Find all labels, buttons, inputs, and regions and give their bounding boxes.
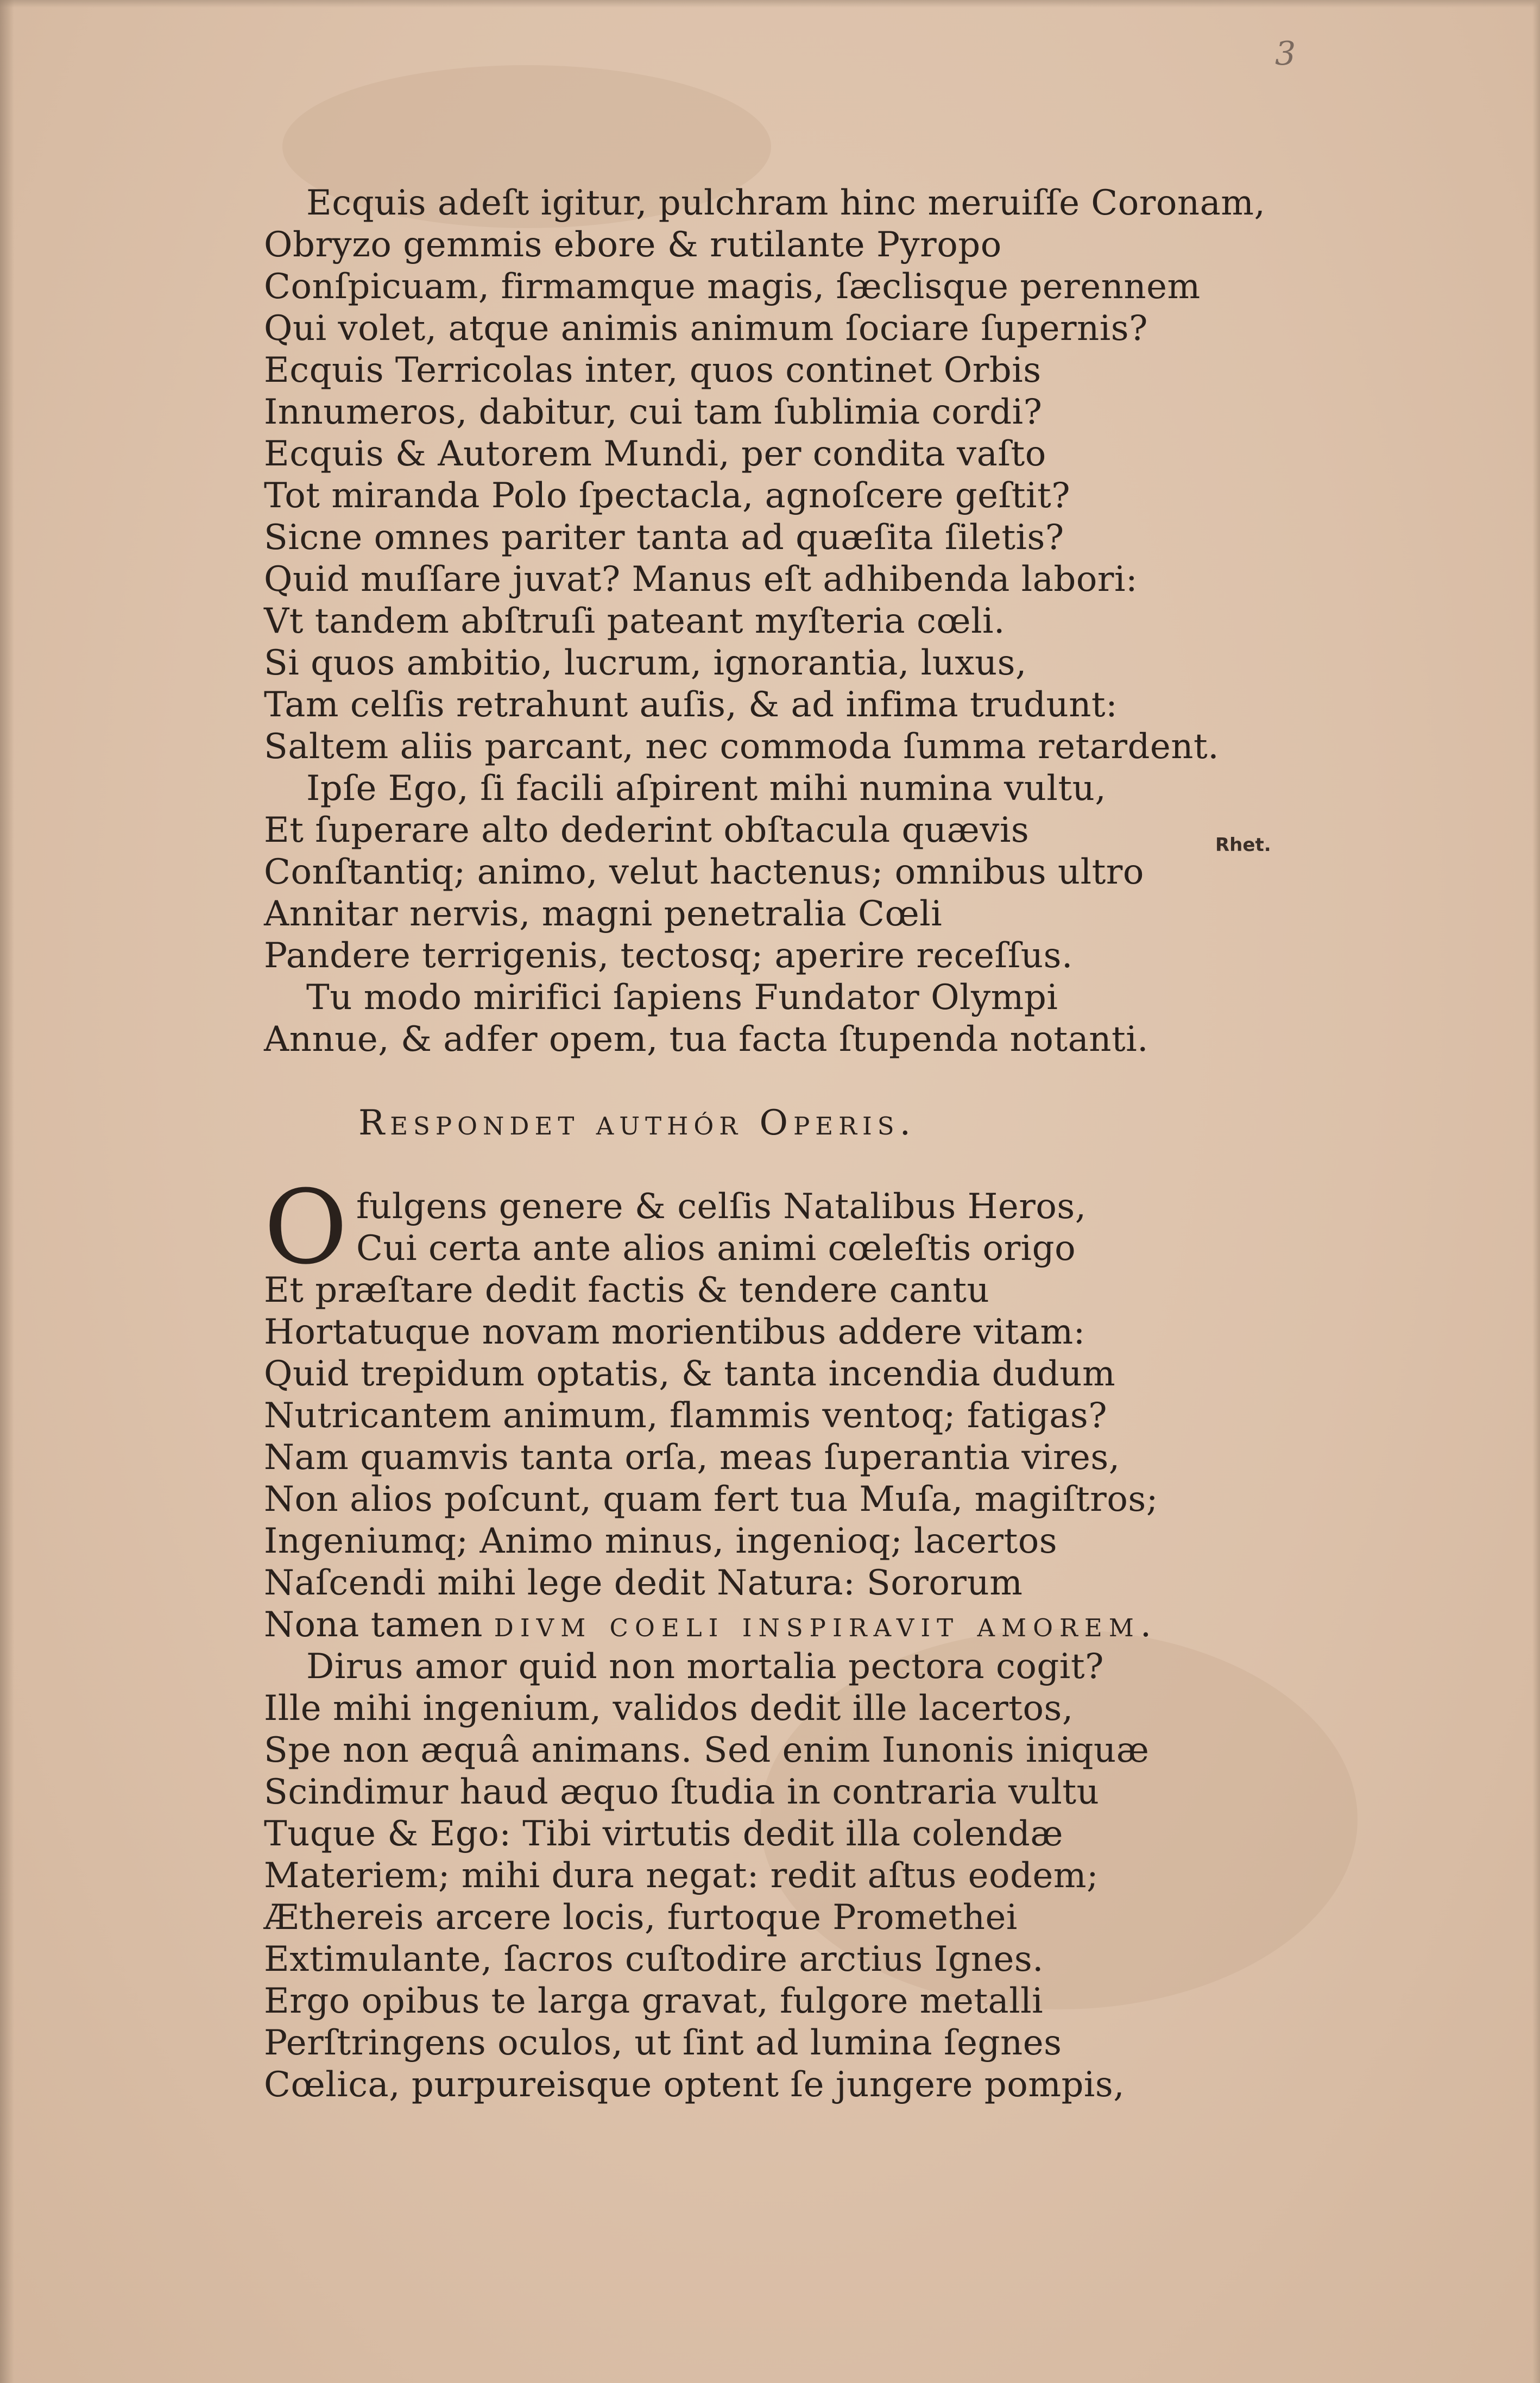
verse-line: Obryzo gemmis ebore & rutilante Pyropo <box>264 225 1002 265</box>
verse-line: Nutricantem animum, flammis ventoq; fatigas? <box>264 1396 1107 1436</box>
verse-line: Sicne omnes pariter tanta ad quæſita ſiletis? <box>264 518 1064 558</box>
verse-line: Cœlica, purpureisque optent ſe jungere pompis, <box>264 2065 1125 2105</box>
right-edge-shadow <box>1532 0 1540 2383</box>
verse-line: Et ſuperare alto dederint obſtacula quævis <box>264 810 1030 850</box>
verse-line: Tuque & Ego: Tibi virtutis dedit illa colendæ <box>264 1814 1064 1854</box>
verse-line: Ecquis Terricolas inter, quos continet Orbis <box>264 350 1042 390</box>
verse-line: Annitar nervis, magni penetralia Cœli <box>264 894 943 934</box>
verse-line: Ipſe Ego, ſi facili aſpirent mihi numina vultu, <box>306 768 1107 809</box>
verse-line: fulgens genere & celſis Natalibus Heros, <box>356 1187 1087 1227</box>
verse-line: Conſpicuam, firmamque magis, ſæclisque perennem <box>264 267 1201 307</box>
verse-line: Ingeniumq; Animo minus, ingenioq; lacertos <box>264 1521 1058 1561</box>
section-heading: Respondet authór Operis. <box>358 1103 916 1143</box>
verse-line: Nam quamvis tanta orſa, meas ſuperantia vires, <box>264 1438 1120 1478</box>
verse-line: Naſcendi mihi lege dedit Natura: Sororum <box>264 1563 1023 1603</box>
verse-line: Hortatuque novam morientibus addere vitam: <box>264 1312 1085 1352</box>
verse-line: Æthereis arcere locis, furtoque Promethei <box>264 1897 1018 1938</box>
verse-line: Vt tandem abſtruſi pateant myſteria cœli. <box>264 601 1005 641</box>
poem-second-tail <box>264 1646 1220 2106</box>
binding-shadow <box>0 0 14 2383</box>
nona-small-caps: divm coeli inspiravit amorem. <box>494 1605 1158 1645</box>
drop-capital: O <box>264 1168 348 1287</box>
verse-line: Dirus amor quid non mortalia pectora cogit? <box>306 1647 1104 1687</box>
poem-second-section <box>264 1168 1220 2106</box>
margin-note: Rhet. <box>1215 834 1271 856</box>
verse-line: Ergo opibus te larga gravat, fulgore metalli <box>264 1981 1044 2021</box>
verse-line: Si quos ambitio, lucrum, ignorantia, luxus, <box>264 643 1027 683</box>
verse-line: Cui certa ante alios animi cœleſtis origo <box>356 1228 1076 1269</box>
verse-line: Spe non æquâ animans. Sed enim Iunonis iniquæ <box>264 1730 1150 1770</box>
verse-line: Annue, & adfer opem, tua facta ſtupenda notanti. <box>264 1019 1148 1060</box>
verse-line: Qui volet, atque animis animum ſociare ſupernis? <box>264 308 1148 349</box>
poem-second-lines <box>264 1270 1220 1604</box>
verse-line: Innumeros, dabitur, cui tam ſublimia cordi? <box>264 392 1043 432</box>
verse-line: Tam celſis retrahunt auſis, & ad infima trudunt: <box>264 685 1118 725</box>
verse-line: Saltem aliis parcant, nec commoda ſumma retardent. <box>264 727 1220 767</box>
nona-prefix: Nona tamen <box>264 1605 494 1645</box>
verse-line: Ille mihi ingenium, validos dedit ille lacertos, <box>264 1688 1074 1729</box>
verse-line: Ecquis & Autorem Mundi, per condita vaſto <box>264 434 1046 474</box>
verse-line: Tot miranda Polo ſpectacla, agnoſcere geſtit? <box>264 476 1070 516</box>
verse-line: Pandere terrigenis, tectosq; aperire receſſus. <box>264 936 1073 976</box>
verse-line: Et præſtare dedit factis & tendere cantu <box>264 1270 990 1310</box>
verse-line: Materiem; mihi dura negat: redit aſtus eodem; <box>264 1856 1099 1896</box>
top-edge-shadow <box>0 0 1540 8</box>
verse-line: Extimulante, ſacros cuſtodire arctius Ignes. <box>264 1939 1044 1979</box>
verse-line: Non alios poſcunt, quam fert tua Muſa, magiſtros; <box>264 1479 1158 1520</box>
verse-line: Scindimur haud æquo ſtudia in contraria vultu <box>264 1772 1100 1812</box>
folio-number: 3 <box>1275 35 1296 73</box>
verse-line: Quid trepidum optatis, & tanta incendia dudum <box>264 1354 1116 1394</box>
verse-line: Quid muſſare juvat? Manus eſt adhibenda labori: <box>264 559 1138 600</box>
verse-line: Ecquis adeſt igitur, pulchram hinc meruiſſe Coronam, <box>306 183 1266 223</box>
verse-line: Conſtantiq; animo, velut hactenus; omnibus ultro <box>264 852 1144 892</box>
verse-line: Tu modo mirifici ſapiens Fundator Olympi <box>306 978 1058 1018</box>
verse-line: Perſtringens oculos, ut ſint ad lumina ſegnes <box>264 2023 1062 2063</box>
verse-line-nona <box>264 1604 1220 1646</box>
